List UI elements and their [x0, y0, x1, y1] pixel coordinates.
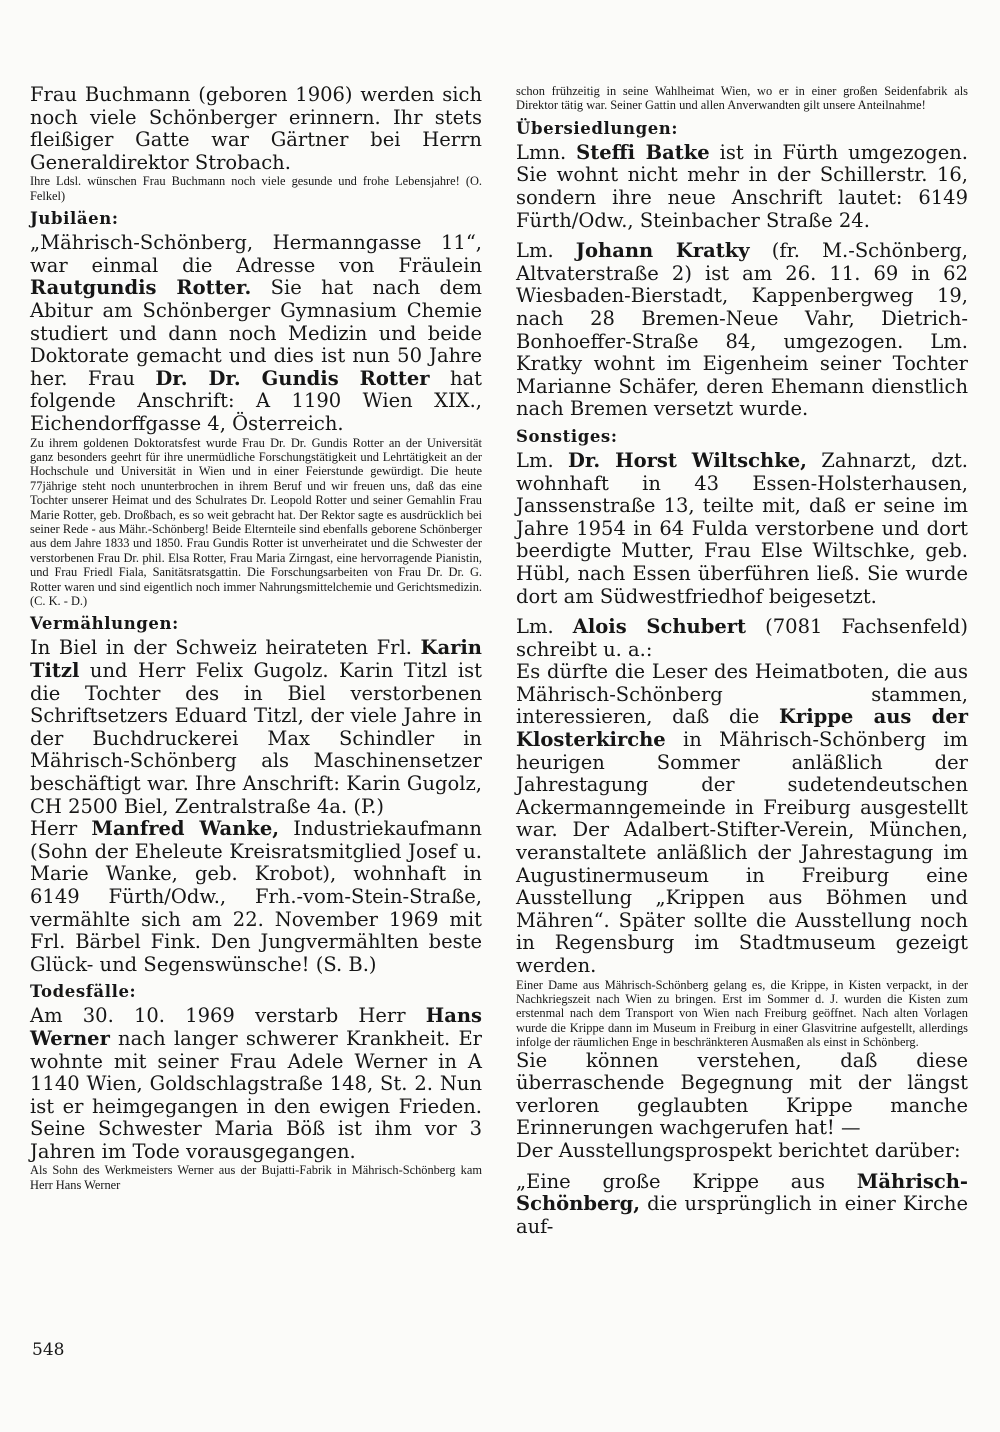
paragraph-rotter-details	[30, 436, 482, 609]
text: Sie hat nach dem Abitur am Schönberger Gymnasium Chemie studiert und dann noch Medizin und beide Doktorate gemacht und dies ist nun 50 Jahre her. Frau	[30, 276, 482, 390]
paragraph-krippe-history	[516, 978, 968, 1050]
text: Lm.	[516, 239, 576, 263]
text: Als Sohn des Werkmeisters Werner aus der Bujatti-Fabrik in Mährisch-Schönberg kam Herr Hans Werner	[30, 1163, 482, 1192]
bold-name: Rautgundis Rotter.	[30, 276, 252, 300]
page-number: 548	[32, 1340, 65, 1360]
paragraph-begegnung	[516, 1050, 968, 1140]
paragraph-rotter	[30, 232, 482, 435]
text: die ursprünglich in einer Kirche auf-	[516, 1192, 968, 1238]
paragraph-werner-continued	[516, 84, 968, 113]
text: Einer Dame aus Mährisch-Schönberg gelang es, die Krippe, in Kisten verpackt, in der Nachkriegszeit nach Wien zu bringen. Erst im Sommer d. J. wurden die Kisten zum erstenmal nach dem Transport von Wien nach Freiburg geöffnet. Nach alten Vorlagen wurde die Krippe dann im Museum in Freiburg in einer Glasvitrine aufgestellt, allerdings infolge der räumlichen Enge in beschränkteren Ausmaßen als einst in Schönberg.	[516, 977, 968, 1050]
text: Ihre Ldsl. wünschen Frau Buchmann noch viele gesunde und frohe Lebensjahre! (O. Felkel)	[30, 174, 482, 203]
text: „Mährisch-Schönberg, Hermanngasse 11“, war einmal die Adresse von Fräulein	[30, 231, 482, 277]
text: Zu ihrem goldenen Doktoratsfest wurde Frau Dr. Dr. Gundis Rotter an der Universität ganz besonders geehrt für ihre unermüdliche Forschungstätigkeit und Lehrtätigkeit an der Hochschule und Universität in Wien und in einer Feierstunde gewürdigt. Die heute 77jährige steht noch ununterbrochen in ihrem Beruf und wir freuen uns, daß das eine Tochter unserer Heimat und des Schulrates Dr. Leopold Rotter und seiner Gemahlin Frau Marie Rotter, geb. Droßbach, es so weit gebracht hat. Der Rektor sagte es ausdrücklich bei seiner Rede - aus Mähr.-Schönberg! Beide Elternteile sind ebenfalls geborene Schönberger aus dem Jahre 1833 und 1850. Frau Gundis Rotter ist unverheiratet und die Schwester der verstorbenen Frau Dr. phil. Elsa Rotter, Frau Maria Zirngast, eine hervorragende Pianistin, und Frau Friedl Fiala, Sanitätsratsgattin. Die Forschungsarbeiten von Frau Dr. Dr. G. Rotter waren und sind eigentlich noch immer Nahrungsmittelchemie und Gerichtsmedizin. (C. K. - D.)	[30, 435, 482, 608]
bold-name: Hans Werner	[30, 1004, 482, 1050]
bold-name: Manfred Wanke,	[91, 817, 280, 841]
left-column	[30, 84, 482, 1192]
paragraph-wiltschke	[516, 450, 968, 608]
text: Lm.	[516, 615, 573, 639]
paragraph-kratky	[516, 240, 968, 421]
paragraph-prospekt	[516, 1140, 968, 1163]
text: Lm.	[516, 448, 569, 472]
text: In Biel in der Schweiz heirateten Frl.	[30, 636, 421, 660]
section-heading-jubilaeen: Jubiläen:	[30, 209, 119, 229]
text: Herr	[30, 817, 92, 841]
bold-name: Mährisch-Schönberg,	[516, 1169, 968, 1216]
text: Am 30. 10. 1969 verstarb Herr	[30, 1004, 426, 1028]
bold-name: Steffi Batke	[576, 140, 710, 164]
bold-name: Karin Titzl	[30, 636, 482, 682]
section-heading-sonstiges: Sonstiges:	[516, 426, 618, 446]
right-column	[516, 84, 968, 1238]
paragraph-batke	[516, 142, 968, 232]
section-heading-todesfaelle: Todesfälle:	[30, 982, 137, 1002]
bold-name: Alois Schubert	[572, 615, 747, 639]
text: Der Ausstellungsprospekt berichtet darüber:	[516, 1139, 961, 1162]
text: hat folgende Anschrift: A 1190 Wien XIX., Eichendorffgasse 4, Österreich.	[30, 366, 482, 435]
text: in Mährisch-Schönberg im heurigen Sommer anläßlich der Jahrestagung der sudetendeutschen Ackermanngemeinde in Freiburg ausgestellt war. Der Adalbert-Stifter-Verein, München, veranstaltete anläßlich der Jahrestagung im Augustinermuseum in Freiburg eine Ausstellung „Krippen aus Böhmen und Mähren“. Später sollte die Ausstellung noch in Regensburg im Stadtmuseum gezeigt werden.	[516, 728, 968, 977]
text: ist in Fürth umgezogen. Sie wohnt nicht mehr in der Schillerstr. 16, sondern ihre neue Anschrift lautet: 6149 Fürth/Odw., Steinbacher Straße 24.	[516, 140, 968, 232]
bold-name: Krippe aus der Klosterkirche	[516, 705, 968, 752]
text: (fr. M.-Schönberg, Altvaterstraße 2) ist am 26. 11. 69 in 62 Wiesbaden-Bierstadt, Kappenbergweg 19, nach 28 Bremen-Neue Vahr, Dietrich-Bonhoeffer-Straße 84, umgezogen. Lm. Kratky wohnt im Eigenheim seiner Tochter Marianne Schäfer, deren Ehemann dienstlich nach Bremen versetzt wurde.	[516, 239, 968, 421]
text: (7081 Fachsenfeld) schreibt u. a.:	[516, 615, 968, 661]
text: Industriekaufmann (Sohn der Eheleute Kreisratsmitglied Josef u. Marie Wanke, geb. Krobot), wohnhaft in 6149 Fürth/Odw., Frh.-vom-Stein-Straße, vermählte sich am 22. November 1969 mit Frl. Bärbel Fink. Den Jungvermählten beste Glück- und Segenswünsche! (S. B.)	[30, 817, 482, 976]
paragraph-titzl	[30, 637, 482, 818]
paragraph-werner	[30, 1005, 482, 1163]
bold-name: Johann Kratky	[575, 239, 750, 263]
text: Zahnarzt, dzt. wohnhaft in 43 Essen-Holsterhausen, Janssenstraße 13, teilte mit, daß er seine im Jahre 1954 in 64 Fulda verstorbene und dort beerdigte Mutter, Frau Else Wiltschke, geb. Hübl, nach Essen überführen ließ. Sie wurde dort am Südwestfriedhof beigesetzt.	[516, 448, 968, 608]
section-heading-uebersiedlungen: Übersiedlungen:	[516, 118, 679, 138]
bold-name: Dr. Dr. Gundis Rotter	[155, 366, 430, 390]
text: „Eine große Krippe aus	[516, 1169, 857, 1193]
text: Sie können verstehen, daß diese überraschende Begegnung mit der längst verloren geglaubten Krippe manche Erinnerungen wachgerufen hat! —	[516, 1048, 968, 1140]
paragraph-buchmann	[30, 84, 482, 174]
text: und Herr Felix Gugolz. Karin Titzl ist die Tochter des in Biel verstorbenen Schriftsetzers Eduard Titzl, der viele Jahre in der Buchdruckerei Max Schindler in Mährisch-Schönberg als Maschinensetzer beschäftigt war. Ihre Anschrift: Karin Gugolz, CH 2500 Biel, Zentralstraße 4a. (P.)	[30, 659, 482, 818]
paragraph-quote	[516, 1171, 968, 1239]
text: schon frühzeitig in seine Wahlheimat Wien, wo er in einer großen Seidenfabrik als Direktor tätig war. Seiner Gattin und allen Anverwandten gilt unsere Anteilnahme!	[516, 84, 968, 113]
paragraph-buchmann-wishes	[30, 174, 482, 203]
paragraph-werner-origin	[30, 1163, 482, 1192]
paragraph-krippe	[516, 661, 968, 977]
text: Lmn.	[516, 140, 577, 164]
text: Es dürfte die Leser des Heimatboten, die aus Mährisch-Schönberg stammen, interessieren, daß die	[516, 660, 968, 729]
text: Frau Buchmann (geboren 1906) werden sich noch viele Schönberger erinnern. Ihr stets fleißiger Gatte war Gärtner bei Herrn Generaldirektor Strobach.	[30, 83, 482, 174]
text: nach langer schwerer Krankheit. Er wohnte mit seiner Frau Adele Werner in A 1140 Wien, Goldschlagstraße 148, St. 2. Nun ist er heimgegangen in den ewigen Frieden. Seine Schwester Maria Böß ist ihm vor 3 Jahren im Tode vorausgegangen.	[30, 1026, 482, 1163]
bold-name: Dr. Horst Wiltschke,	[568, 448, 807, 472]
paragraph-wanke	[30, 818, 482, 976]
section-heading-vermaehlungen: Vermählungen:	[30, 614, 179, 634]
paragraph-schubert	[516, 616, 968, 661]
